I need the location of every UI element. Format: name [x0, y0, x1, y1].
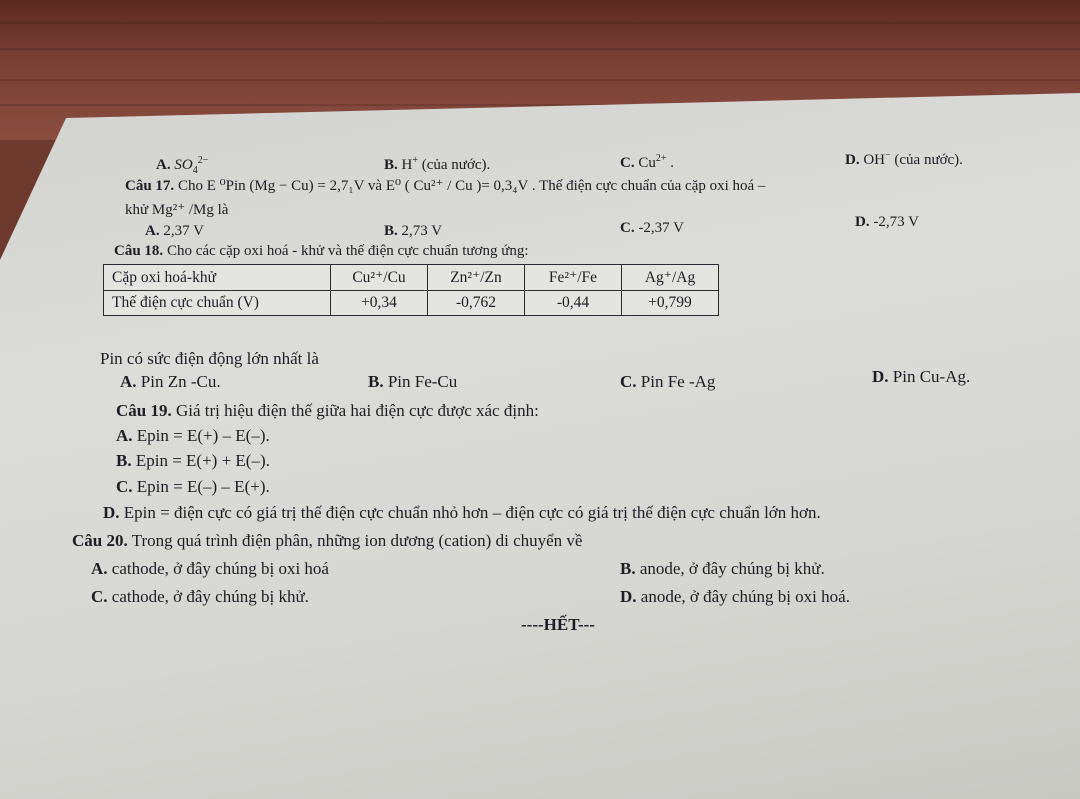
q20-option-c: C. cathode, ở đây chúng bị khử. — [91, 587, 309, 606]
table-cell-pair: Ag⁺/Ag — [622, 265, 719, 291]
table-cell-value: +0,799 — [622, 291, 719, 316]
q18-option-b: B. Pin Fe-Cu — [368, 372, 458, 391]
q16-option-d: D. OH− (của nước). — [845, 150, 963, 168]
table-header-pair: Cặp oxi hoá-khử — [104, 265, 331, 291]
q19-option-b: B. Epin = E(+) + E(–). — [116, 451, 270, 470]
q18-option-a: A. Pin Zn -Cu. — [120, 372, 221, 391]
q20-option-d: D. anode, ở đây chúng bị oxi hoá. — [620, 587, 850, 606]
q18-intro: Câu 18. Cho các cặp oxi hoá - khử và thế điện cực chuẩn tương ứng: — [114, 243, 529, 259]
table-cell-value: -0,762 — [428, 291, 525, 316]
q17-option-b: B. 2,73 V — [384, 223, 443, 239]
q18-question: Pin có sức điện động lớn nhất là — [100, 349, 319, 368]
q20-option-a: A. cathode, ở đây chúng bị oxi hoá — [91, 559, 329, 578]
q17-option-c: C. -2,37 V — [620, 220, 684, 236]
q16-option-c: C. $Cu^{2+}$ . — [620, 153, 674, 171]
table-row — [104, 291, 719, 316]
end-marker: ----HẾT--- — [521, 615, 595, 634]
table-cell-value: -0,44 — [525, 291, 622, 316]
q18-option-d: D. Pin Cu-Ag. — [872, 367, 971, 386]
q16-option-a: A. $SO_4^{2-}$ — [156, 155, 209, 176]
table-cell-value: +0,34 — [331, 291, 428, 316]
table-row — [104, 265, 719, 291]
table-cell-pair: Cu²⁺/Cu — [331, 265, 428, 291]
table-cell-pair: Fe²⁺/Fe — [525, 265, 622, 291]
q19-intro: Câu 19. Giá trị hiệu điện thế giữa hai điện cực được xác định: — [116, 401, 539, 420]
q19-option-a: A. Epin = E(+) – E(–). — [116, 426, 270, 445]
q20-option-b: B. anode, ở đây chúng bị khử. — [620, 559, 825, 578]
q19-option-d: D. Epin = điện cực có giá trị thế điện cực chuẩn nhỏ hơn – điện cực có giá trị thế điện cực chuẩn lớn hơn. — [103, 503, 821, 522]
table-header-potential: Thế điện cực chuẩn (V) — [104, 291, 331, 316]
table-cell-pair: Zn²⁺/Zn — [428, 265, 525, 291]
q17-option-a: A. 2,37 V — [145, 223, 204, 239]
q16-option-b: B. H+ (của nước). — [384, 155, 491, 173]
q17-line1: Câu 17. Cho E ⁰Pin (Mg − Cu) = 2,7₁V và E⁰ ( Cu²⁺ / Cu )= 0,3₄V . Thế điện cực chuẩn của cặp oxi hoá – — [125, 178, 766, 194]
electrode-potential-table — [103, 264, 719, 316]
q19-option-c: C. Epin = E(–) – E(+). — [116, 477, 270, 496]
q17-option-d: D. -2,73 V — [855, 214, 919, 230]
q18-option-c: C. Pin Fe -Ag — [620, 372, 716, 391]
q20-intro: Câu 20. Trong quá trình điện phân, những ion dương (cation) di chuyển về — [72, 531, 583, 550]
q17-line2: khử Mg²⁺ /Mg là — [125, 202, 229, 218]
